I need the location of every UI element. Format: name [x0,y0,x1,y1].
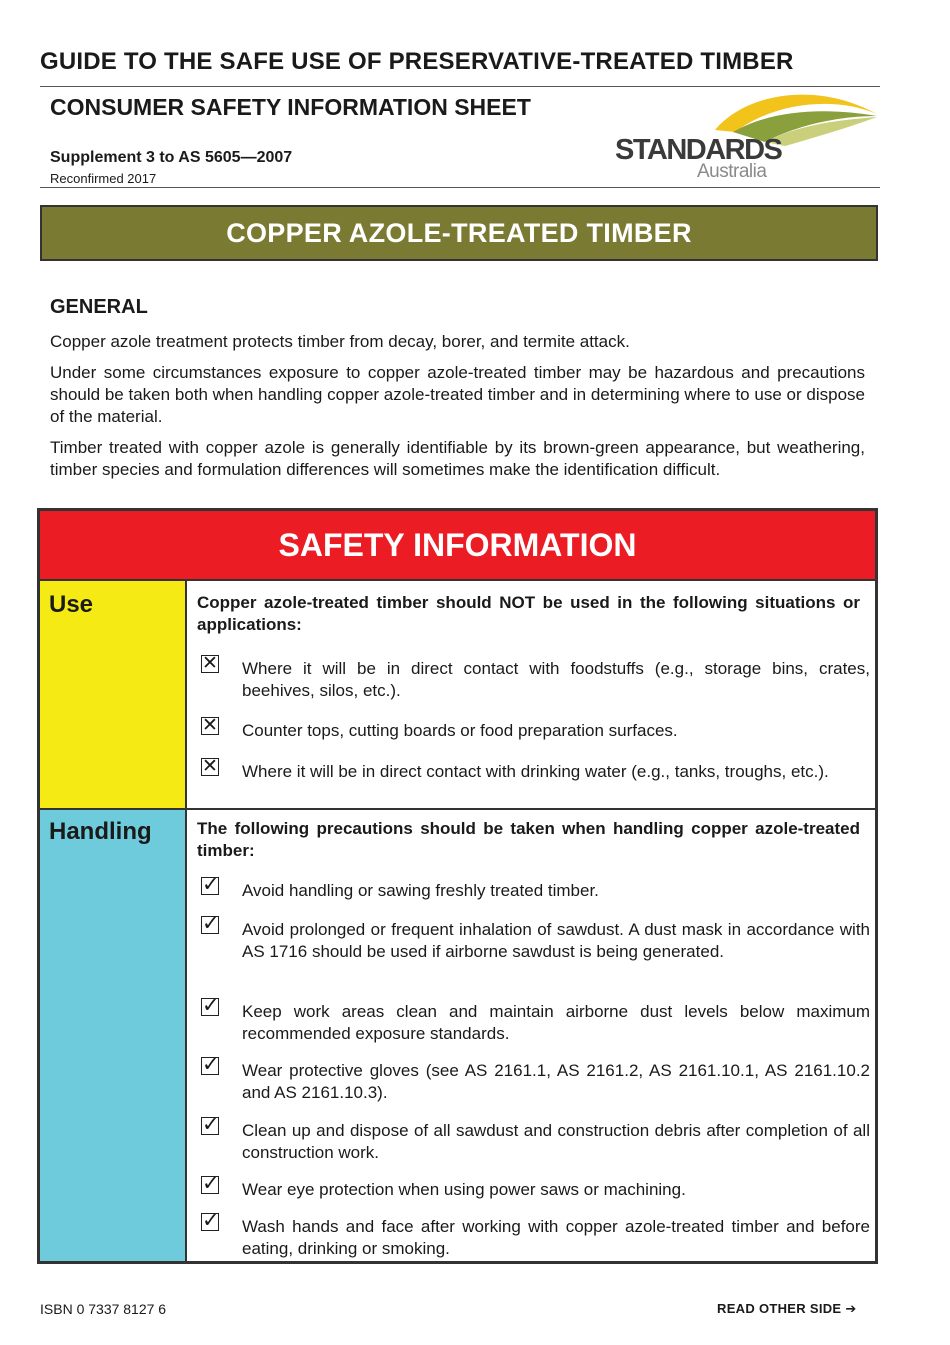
check-box-icon: ✓ [202,994,220,1017]
cross-box-icon: ✕ [202,715,218,736]
supplement-text: Supplement 3 to AS 5605—2007 [50,149,293,166]
logo-australia-text: Australia [697,161,767,182]
cross-box-icon: ✕ [202,756,218,777]
check-box-icon: ✓ [202,873,220,896]
handling-item-text: Wear protective gloves (see AS 2161.1, AS 2161.2, AS 2161.10.1, AS 2161.10.2 and AS 2161.10.3). [242,1061,870,1102]
reconfirmed-text: Reconfirmed 2017 [50,171,157,186]
use-label: Use [49,591,94,618]
check-box-icon: ✓ [202,1113,220,1136]
handling-item-text: Avoid handling or sawing freshly treated timber. [242,881,599,900]
header-rule-bottom [40,187,880,188]
handling-label-cell [40,810,187,1261]
handling-item-text: Avoid prolonged or frequent inhalation of sawdust. A dust mask in accordance with AS 1716 should be used if airborne sawdust is being generated. [242,920,870,961]
use-item-text: Where it will be in direct contact with drinking water (e.g., tanks, troughs, etc.). [242,762,829,781]
use-label-cell [40,581,187,810]
use-item-text: Where it will be in direct contact with foodstuffs (e.g., storage bins, crates, beehives, silos, etc.). [242,659,870,700]
general-paragraph-1: Copper azole treatment protects timber from decay, borer, and termite attack. [50,332,630,351]
safety-header: SAFETY INFORMATION [40,511,875,581]
check-box-icon: ✓ [202,1053,220,1076]
check-box-icon: ✓ [202,1172,220,1195]
cross-box-icon: ✕ [202,653,218,674]
row-divider [187,808,875,810]
safety-information-table [37,508,878,1264]
handling-label: Handling [49,818,152,845]
general-paragraph-3: Timber treated with copper azole is generally identifiable by its brown-green appearance, but weathering, timber species and formulation differences will sometimes make the identification difficult. [50,438,865,479]
isbn-text: ISBN 0 7337 8127 6 [40,1301,167,1317]
handling-item-text: Wear eye protection when using power saws or machining. [242,1180,686,1199]
handling-item-text: Keep work areas clean and maintain airborne dust levels below maximum recommended exposure standards. [242,1002,870,1043]
use-lead-text: Copper azole-treated timber should NOT be used in the following situations or applications: [197,593,860,634]
subtitle: CONSUMER SAFETY INFORMATION SHEET [50,94,531,120]
banner-title: COPPER AZOLE-TREATED TIMBER [40,205,878,261]
read-other-side-text: READ OTHER SIDE ➔ [717,1301,857,1316]
use-item-text: Counter tops, cutting boards or food preparation surfaces. [242,721,678,740]
standards-australia-logo [615,86,885,186]
general-heading: GENERAL [50,296,148,318]
handling-item-text: Wash hands and face after working with copper azole-treated timber and before eating, drinking or smoking. [242,1217,870,1258]
main-title: GUIDE TO THE SAFE USE OF PRESERVATIVE-TREATED TIMBER [40,48,794,75]
handling-lead-text: The following precautions should be taken when handling copper azole-treated timber: [197,819,860,860]
general-paragraph-2: Under some circumstances exposure to copper azole-treated timber may be hazardous and precautions should be taken both when handling copper azole-treated timber and in determining where to use or dispose of the material. [50,363,865,426]
logo-standards-text: STANDARDS [615,134,782,166]
check-box-icon: ✓ [202,1209,220,1232]
check-box-icon: ✓ [202,912,220,935]
handling-item-text: Clean up and dispose of all sawdust and construction debris after completion of all construction work. [242,1121,870,1162]
